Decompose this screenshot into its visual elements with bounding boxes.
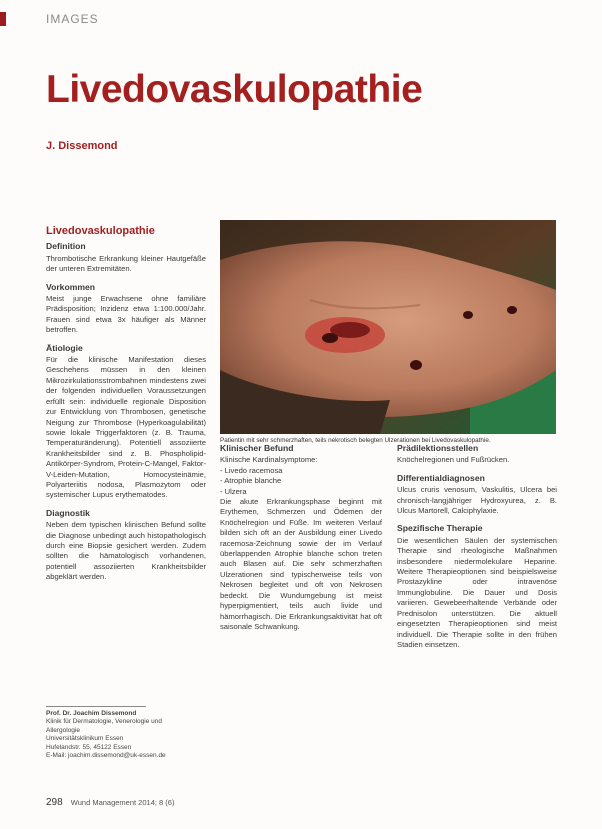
list-item: - Atrophie blanche: [220, 476, 282, 486]
praedilektion-heading: Prädilektionsstellen: [397, 443, 479, 453]
list-item: - Livedo racemosa: [220, 465, 283, 475]
definition-heading: Definition: [46, 241, 86, 252]
diagnostik-heading: Diagnostik: [46, 507, 90, 518]
aetiologie-text: Für die klinische Manifestation dieses Geschehens müssen in den kleinen Mikrozirkulationsstrombahnen mindestens zwei der folgenden individuellen Voraussetzungen erfüllt sein: individuelle regionale Disposition zur Entwicklung von Thrombosen, genetische Neigung zur Thrombose (Hyperkoagulabilität) sowie lokale Triggerfaktoren (z. B. Trauma, Temperaturänderung). Potentiell assoziierte Krankheitsbilder sind z. B. Phospholipid-Antikörper-Syndrom, Protein-C-Mangel, Faktor-V-Leiden-Mutation, Homocysteinämie, Polyarteriitis nodosa, Plasmozytom oder systemischer Lupus erythematodes.: [46, 355, 206, 500]
corner-marker: [0, 12, 6, 26]
aetiologie-heading: Ätiologie: [46, 342, 83, 353]
therapie-text: Die wesentlichen Säulen der systemischen Therapie sind rheologische Maßnahmen insbesondere niedermolekulare Heparine. Weitere Therapieoptionen sind beispielsweise Prostazykline oder intravenöse Immunglobuline. Die Dauer und Dosis variieren. Gewebeerhaltende Verbände oder Prednisolon unterstützen. Die aktuell eingesetzten Therapieoptionen sind meist individuell. Die Therapie sollte in den frühen Stadien einsetzen.: [397, 535, 557, 649]
diagnostik-text: Neben dem typischen klinischen Befund sollte die Diagnose unbedingt auch histopathologisch durch eine Biopsie gesichert werden. Zudem sollten die hämatologisch vorhandenen, potentiell assoziierten Krankheitsbilder abgeklärt werden.: [46, 520, 206, 582]
affiliation-line: Universitätsklinikum Essen: [46, 735, 124, 743]
klinik-intro: Klinische Kardinalsymptome:: [220, 455, 318, 465]
column-middle: [220, 443, 382, 639]
author-affiliation: [46, 710, 216, 760]
list-item: - Ulzera: [220, 486, 247, 496]
leg-ulcer-image: [220, 220, 556, 434]
article-title: Livedovaskulopathie: [46, 68, 423, 111]
page-number: 298: [46, 797, 63, 808]
clinical-photo: [220, 220, 556, 434]
vorkommen-heading: Vorkommen: [46, 281, 96, 292]
author-name: J. Dissemond: [46, 140, 118, 152]
page-footer: [46, 797, 174, 808]
klinik-heading: Klinischer Befund: [220, 443, 294, 453]
photo-caption: Patientin mit sehr schmerzhaften, teils nekrotisch belegten Ulzerationen bei Livedovaskulopathie.: [220, 437, 491, 444]
symptom-list: [220, 466, 382, 497]
box-title: Livedovaskulopathie: [46, 225, 155, 237]
affiliation-line: Allergologie: [46, 726, 80, 734]
journal-reference: Wund Management 2014; 8 (6): [70, 798, 175, 807]
column-right: [397, 443, 557, 657]
praedilektion-text: Knöchelregionen und Fußrücken.: [397, 455, 510, 465]
column-left: [46, 226, 206, 590]
affiliation-line: Klinik für Dermatologie, Venerologie und: [46, 718, 162, 726]
therapie-heading: Spezifische Therapie: [397, 523, 483, 534]
affiliation-name: Prof. Dr. Joachim Dissemond: [46, 710, 137, 717]
divider: [46, 706, 146, 707]
diff-heading: Differentialdiagnosen: [397, 472, 485, 483]
section-label: IMAGES: [46, 12, 99, 26]
affiliation-email: E-Mail: joachim.dissemond@uk-essen.de: [46, 752, 166, 760]
vorkommen-text: Meist junge Erwachsene ohne familiäre Prädisposition; Inzidenz etwa 1:100.000/Jahr. Frauen sind etwa 3x häufiger als Männer betroffen.: [46, 294, 206, 335]
affiliation-line: Hufelandstr. 55, 45122 Essen: [46, 743, 132, 751]
definition-text: Thrombotische Erkrankung kleiner Hautgefäße der unteren Extremitäten.: [46, 253, 206, 274]
klinik-text: Die akute Erkrankungsphase beginnt mit Erythemen, Schmerzen und Ödemen der Knöchelregion und Füße. Im weiteren Verlauf bilden sich oft an der Ausbildung einer Livedo racemosa-Zeichnung sowie der im Verlauf überlappenden Atrophie blanche schon treten auch Blasen auf. Die sehr schmerzhaften Ulzerationen sind typischerweise teils von Nekrosen begleitet und oft von Nekrosen bedeckt. Die Wundumgebung ist meist hyperpigmentiert, teils auch livide und hämorrhagisch. Die Erkrankungsaktivität hat oft saisonale Schwankung.: [220, 497, 382, 631]
diff-text: Ulcus cruris venosum, Vaskulitis, Ulcera bei chronisch-langjähriger Hydroxyurea, z. B. Ulcus Martorell, Calciphylaxie.: [397, 485, 557, 516]
